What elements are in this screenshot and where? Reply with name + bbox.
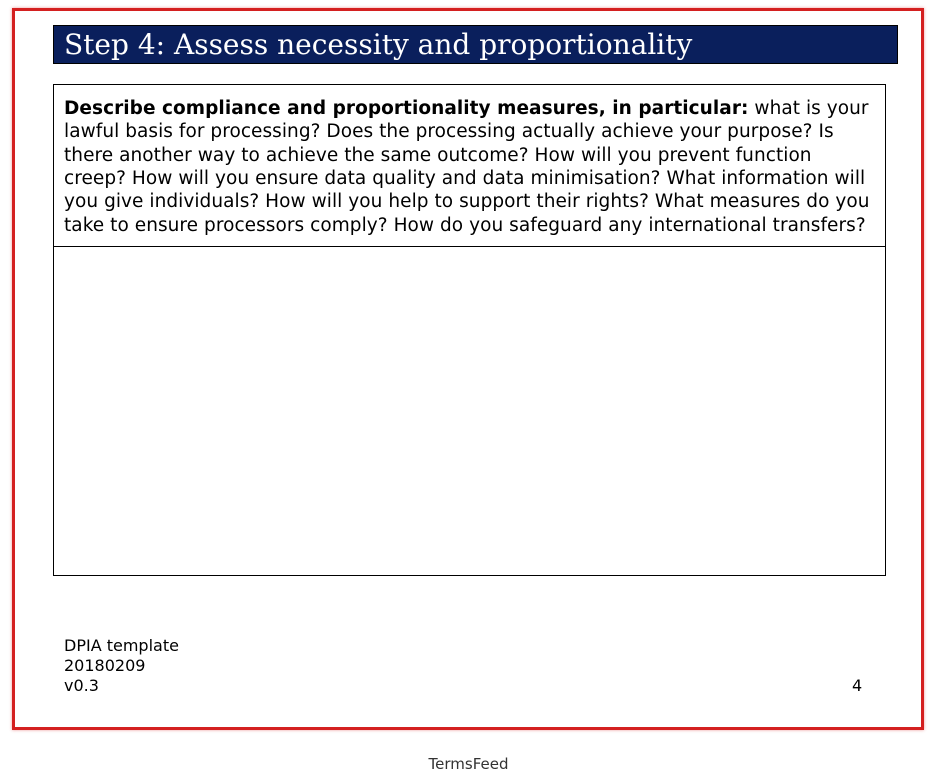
footer-doc-name: DPIA template (64, 636, 179, 655)
step-header: Step 4: Assess necessity and proportionality (53, 25, 898, 64)
answer-cell[interactable] (54, 247, 886, 576)
question-cell (54, 85, 886, 247)
question-row (54, 85, 886, 247)
page-number: 4 (852, 676, 863, 695)
answer-row (54, 247, 886, 576)
question-lead: Describe compliance and proportionality measures, in particular: (64, 98, 749, 120)
footer (64, 636, 179, 696)
footer-version: v0.3 (64, 676, 99, 695)
watermark: TermsFeed (428, 755, 509, 773)
form-table (53, 84, 886, 576)
footer-date: 20180209 (64, 656, 146, 675)
question-body: what is your lawful basis for processing? Does the processing actually achieve your purpose? Is there another way to achieve the same outcome? How will you prevent function creep? How will you ensure data quality and data minimisation? What information will you give individuals? How will you help to support their rights? What measures do you take to ensure processors comply? How do you safeguard any international transfers? (64, 98, 870, 236)
